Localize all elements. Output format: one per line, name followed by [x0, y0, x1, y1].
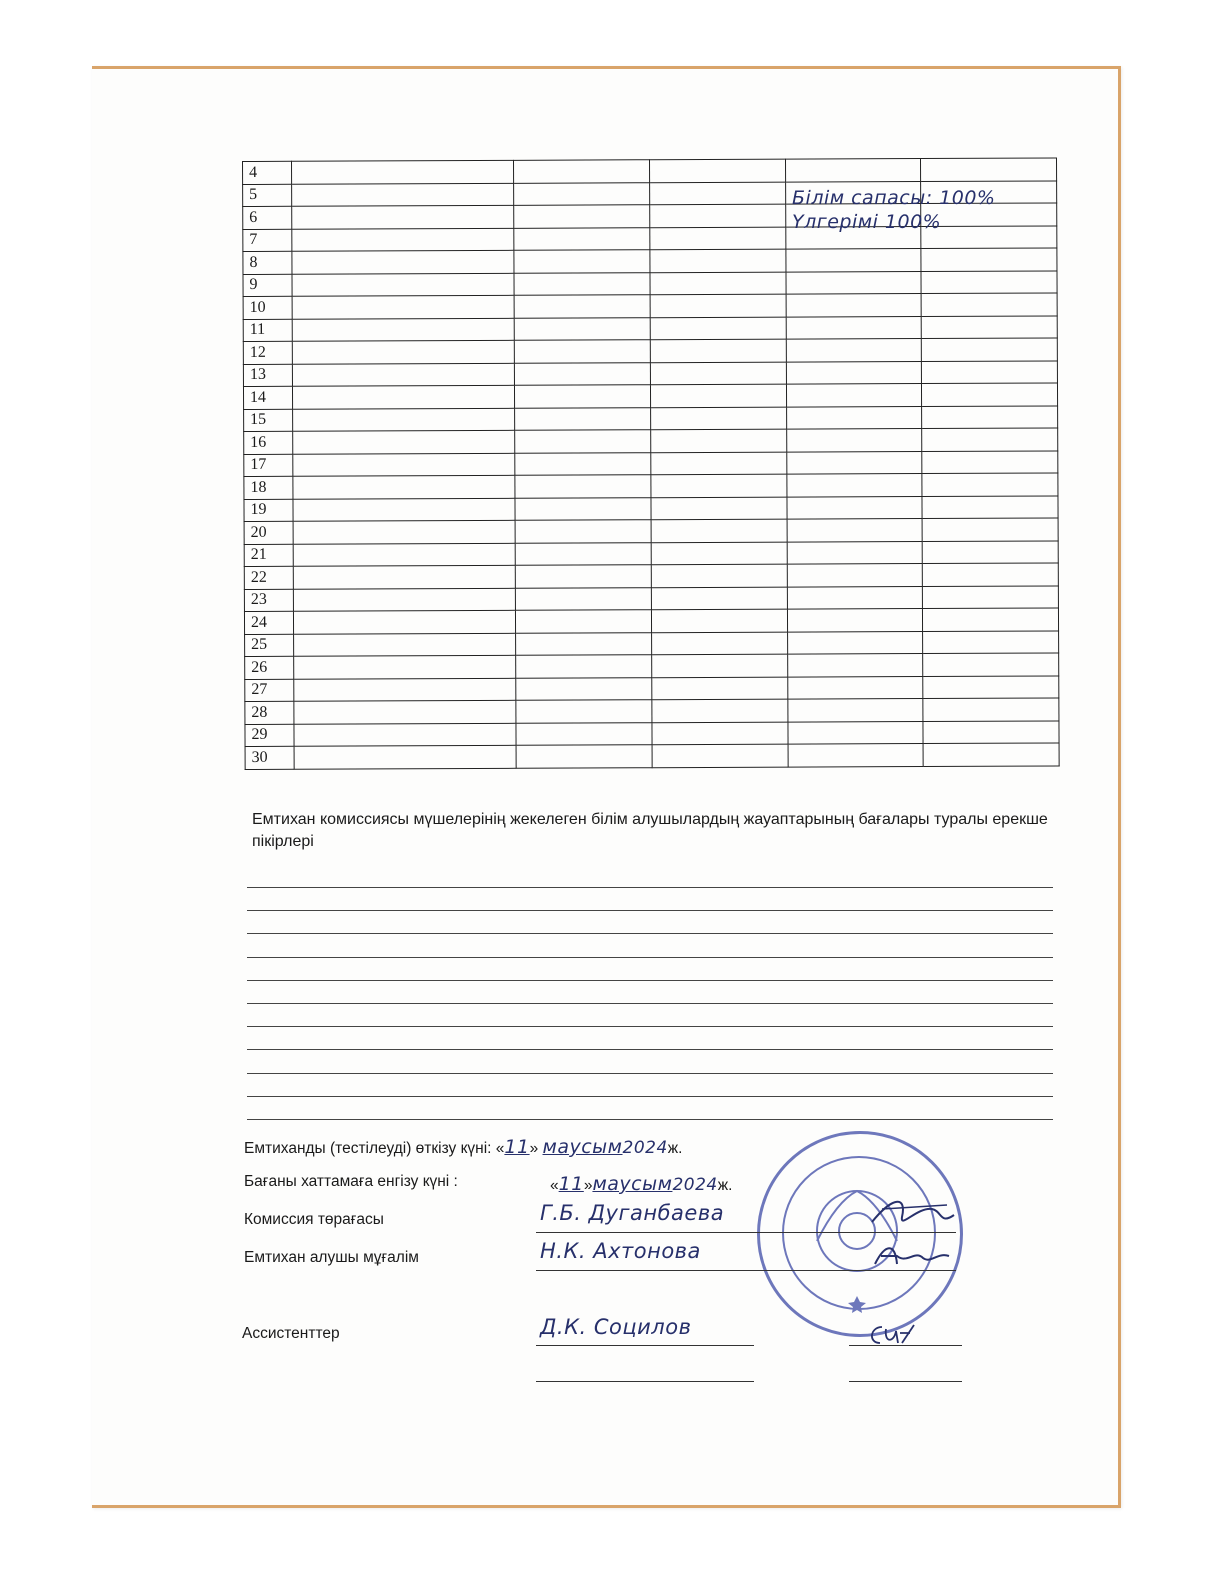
table-cell — [292, 295, 514, 318]
table-cell — [651, 474, 787, 497]
table-cell — [921, 225, 1057, 248]
table-cell — [293, 610, 515, 633]
table-cell — [293, 498, 515, 521]
row-number: 18 — [244, 476, 293, 499]
table-cell — [922, 428, 1058, 451]
table-cell — [922, 450, 1058, 473]
assistants-label: Ассистенттер — [242, 1325, 340, 1342]
table-cell — [514, 205, 650, 228]
table-cell — [292, 385, 514, 408]
entry-date-row — [550, 1173, 732, 1195]
row-number: 19 — [244, 499, 293, 522]
opinion-line — [247, 957, 1053, 958]
table-cell — [293, 453, 515, 476]
table-cell — [787, 699, 923, 722]
table-cell — [921, 158, 1057, 181]
row-number: 8 — [243, 251, 292, 274]
table-cell — [514, 317, 650, 340]
teacher-signature — [867, 1234, 957, 1274]
table-cell — [785, 271, 921, 294]
table-cell — [515, 407, 651, 430]
table-cell — [785, 159, 921, 182]
table-cell — [515, 497, 651, 520]
table-cell — [651, 497, 787, 520]
table-cell — [787, 609, 923, 632]
table-cell — [649, 182, 785, 205]
table-cell — [788, 744, 924, 767]
teacher-name: Н.К. Ахтонова — [540, 1239, 701, 1263]
table-cell — [292, 183, 514, 206]
entry-date-label: Бағаны хаттамаға енгізу күні : — [244, 1173, 458, 1190]
table-cell — [650, 429, 786, 452]
table-cell — [787, 631, 923, 654]
table-cell — [650, 384, 786, 407]
table-cell — [787, 654, 923, 677]
table-cell — [651, 452, 787, 475]
row-number: 27 — [245, 679, 294, 702]
table-cell — [921, 248, 1057, 271]
table-cell — [292, 363, 514, 386]
table-cell — [786, 474, 922, 497]
table-cell — [294, 723, 516, 746]
table-cell — [651, 542, 787, 565]
table-cell — [292, 250, 514, 273]
entry-date-sep: » — [583, 1177, 593, 1194]
table-cell — [922, 540, 1058, 563]
table-cell — [650, 272, 786, 295]
table-cell — [787, 564, 923, 587]
table-cell — [514, 362, 650, 385]
assistant-name-line-2 — [536, 1381, 754, 1382]
assistant-name: Д.К. Социлов — [540, 1315, 692, 1339]
table-cell — [293, 408, 515, 431]
opinion-line — [247, 980, 1053, 981]
row-number: 21 — [244, 544, 293, 567]
opinion-line — [247, 1049, 1053, 1050]
table-cell — [292, 205, 514, 228]
table-cell — [923, 653, 1059, 676]
exam-date-label: Емтиханды (тестілеуді) өткізу күні: « — [244, 1140, 505, 1157]
table-cell — [650, 362, 786, 385]
table-cell — [515, 610, 651, 633]
table-cell — [651, 519, 787, 542]
table-cell — [516, 722, 652, 745]
table-cell — [514, 227, 650, 250]
table-cell — [515, 475, 651, 498]
chair-name: Г.Б. Дуганбаева — [540, 1201, 725, 1225]
table-cell — [650, 339, 786, 362]
entry-date-open: « — [550, 1177, 559, 1194]
table-cell — [294, 700, 516, 723]
table-cell — [515, 565, 651, 588]
table-cell — [922, 338, 1058, 361]
table-cell — [516, 655, 652, 678]
table-cell — [652, 677, 788, 700]
handwritten-mastery: Үлгерімі 100% — [792, 211, 942, 233]
table-cell — [513, 160, 649, 183]
table-cell — [922, 383, 1058, 406]
row-number: 17 — [244, 454, 293, 477]
table-cell — [650, 407, 786, 430]
assistant-name-line-1 — [536, 1345, 754, 1346]
exam-date-month: маусым — [542, 1136, 623, 1158]
table-cell — [652, 722, 788, 745]
opinion-line — [247, 910, 1053, 911]
entry-date-year: 2024 — [672, 1175, 718, 1195]
table-cell — [292, 318, 514, 341]
table-cell — [650, 317, 786, 340]
grade-table — [242, 157, 1060, 769]
table-cell — [786, 316, 922, 339]
table-cell — [785, 249, 921, 272]
table-cell — [921, 270, 1057, 293]
row-number: 14 — [243, 386, 292, 409]
row-number: 23 — [244, 589, 293, 612]
table-cell — [786, 429, 922, 452]
table-cell — [651, 587, 787, 610]
table-cell — [651, 632, 787, 655]
table-cell — [293, 543, 515, 566]
table-cell — [516, 745, 652, 768]
table-cell — [516, 632, 652, 655]
table-cell — [787, 541, 923, 564]
table-cell — [786, 496, 922, 519]
table-cell — [651, 564, 787, 587]
table-cell — [923, 608, 1059, 631]
table-cell — [923, 720, 1059, 743]
table-cell — [787, 721, 923, 744]
row-number: 24 — [244, 611, 293, 634]
table-cell — [514, 385, 650, 408]
entry-date-month: маусым — [592, 1173, 673, 1195]
row-number: 7 — [243, 229, 292, 252]
opinion-line — [247, 1096, 1053, 1097]
row-number: 12 — [243, 341, 292, 364]
table-cell — [787, 519, 923, 542]
table-cell — [786, 384, 922, 407]
row-number: 26 — [245, 656, 294, 679]
table-cell — [923, 563, 1059, 586]
table-cell — [293, 475, 515, 498]
assistant-signature-line-2 — [849, 1381, 962, 1382]
opinion-line — [247, 1073, 1053, 1074]
row-number: 4 — [243, 161, 292, 184]
table-cell — [652, 744, 788, 767]
table-cell — [650, 227, 786, 250]
table-cell — [514, 272, 650, 295]
table-cell — [514, 182, 650, 205]
row-number: 22 — [244, 566, 293, 589]
document-sheet — [92, 66, 1121, 1508]
table-cell — [293, 520, 515, 543]
opinion-line — [247, 1003, 1053, 1004]
table-cell — [787, 586, 923, 609]
table-cell — [515, 452, 651, 475]
table-cell — [293, 588, 515, 611]
table-cell — [787, 676, 923, 699]
table-cell — [649, 159, 785, 182]
table-cell — [516, 700, 652, 723]
row-number: 30 — [245, 746, 294, 769]
table-cell — [922, 405, 1058, 428]
entry-date-day: 11 — [558, 1173, 584, 1195]
opinion-line — [247, 933, 1053, 934]
table-cell — [292, 228, 514, 251]
row-number: 10 — [243, 296, 292, 319]
assistant-signature — [864, 1319, 924, 1349]
row-number: 11 — [243, 319, 292, 342]
table-cell — [292, 273, 514, 296]
table-cell — [292, 160, 514, 183]
table-cell — [923, 630, 1059, 653]
table-cell — [515, 430, 651, 453]
row-number: 13 — [243, 364, 292, 387]
chair-signature — [862, 1187, 962, 1237]
row-number: 6 — [243, 206, 292, 229]
table-cell — [652, 699, 788, 722]
opinion-line — [247, 1026, 1053, 1027]
exam-date-suffix: ж. — [667, 1140, 683, 1157]
row-number: 15 — [244, 409, 293, 432]
table-cell — [293, 430, 515, 453]
handwritten-quality: Білім сапасы: 100% — [792, 187, 996, 209]
table-cell — [515, 587, 651, 610]
table-cell — [923, 585, 1059, 608]
opinions-title: Емтихан комиссиясы мүшелерінің жекелеген білім алушылардың жауаптарының бағалары туралы ерекше пікірлері — [252, 811, 1048, 850]
table-cell — [650, 294, 786, 317]
table-cell — [515, 520, 651, 543]
table-cell — [923, 743, 1059, 766]
table-cell — [651, 654, 787, 677]
table-row — [245, 743, 1059, 769]
exam-date-sep: » — [529, 1140, 539, 1157]
chair-label: Комиссия төрағасы — [244, 1211, 384, 1228]
table-cell — [923, 675, 1059, 698]
table-cell — [649, 204, 785, 227]
table-cell — [786, 406, 922, 429]
table-cell — [294, 745, 516, 768]
row-number: 9 — [243, 274, 292, 297]
table-cell — [922, 473, 1058, 496]
row-number: 5 — [243, 184, 292, 207]
table-cell — [514, 295, 650, 318]
table-cell — [294, 678, 516, 701]
table-cell — [516, 677, 652, 700]
row-number: 29 — [245, 724, 294, 747]
table-cell — [292, 340, 514, 363]
row-number: 20 — [244, 521, 293, 544]
table-cell — [921, 293, 1057, 316]
table-cell — [922, 360, 1058, 383]
table-cell — [294, 655, 516, 678]
table-cell — [786, 294, 922, 317]
opinion-line — [247, 887, 1053, 888]
table-cell — [514, 250, 650, 273]
table-cell — [651, 609, 787, 632]
table-cell — [923, 698, 1059, 721]
exam-date-row — [244, 1136, 682, 1158]
table-cell — [786, 361, 922, 384]
exam-date-year: 2024 — [622, 1138, 668, 1158]
table-cell — [515, 542, 651, 565]
table-cell — [293, 565, 515, 588]
exam-date-day: 11 — [504, 1136, 530, 1158]
table-cell — [922, 518, 1058, 541]
table-cell — [786, 339, 922, 362]
row-number: 16 — [244, 431, 293, 454]
row-number: 28 — [245, 701, 294, 724]
teacher-label: Емтихан алушы мұғалім — [244, 1249, 419, 1266]
entry-date-suffix: ж. — [717, 1177, 733, 1194]
table-cell — [294, 633, 516, 656]
row-number: 25 — [245, 634, 294, 657]
table-cell — [514, 340, 650, 363]
opinion-line — [247, 1119, 1053, 1120]
table-cell — [921, 315, 1057, 338]
table-cell — [922, 495, 1058, 518]
table-cell — [786, 451, 922, 474]
table-cell — [650, 249, 786, 272]
